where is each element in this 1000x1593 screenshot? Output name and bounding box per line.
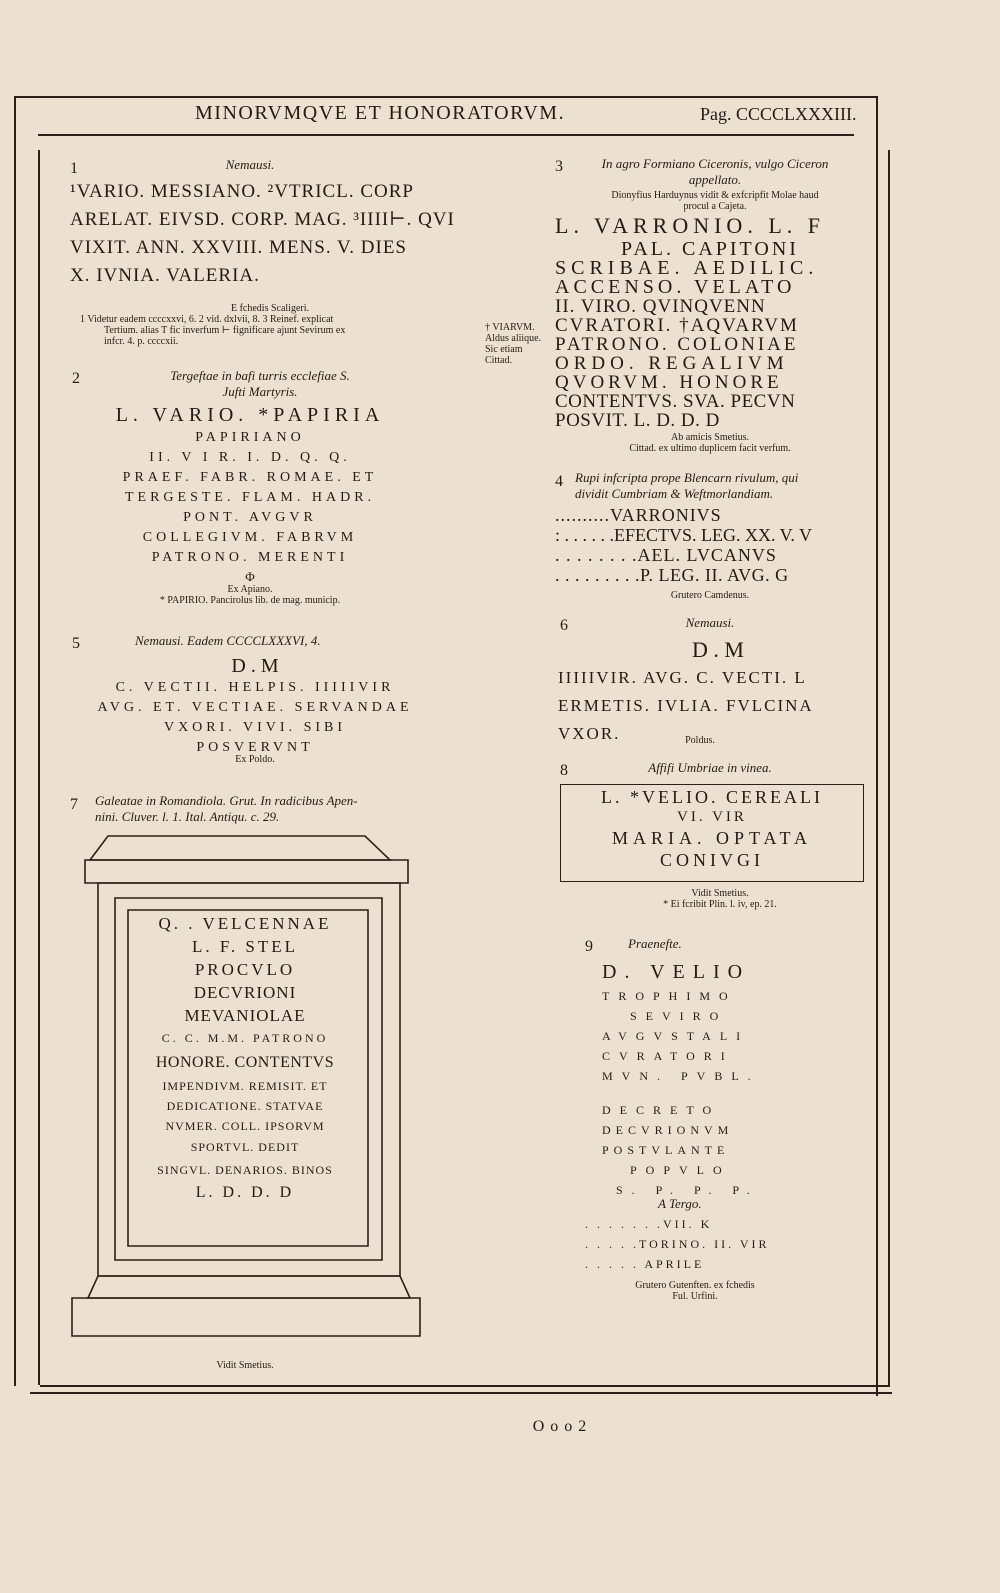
inscription-line: POSVERVNT <box>196 740 314 755</box>
inscription-6-heading: Nemausi. <box>685 615 735 630</box>
inscription-line: II. V I R. I. D. Q. Q. <box>149 450 351 465</box>
inscription-2-heading <box>110 368 410 400</box>
inscription-line: MEVANIOLAE <box>184 1006 306 1025</box>
inscription-6-source: Poldus. <box>685 735 715 746</box>
inscription-line: POSVIT. L. D. D. D <box>555 410 720 431</box>
inscription-line: X. IVNIA. VALERIA. <box>70 265 260 286</box>
base-plinth <box>72 1298 420 1336</box>
inscription-4-text <box>555 505 870 585</box>
inscription-line: . . . . .TORINO. II. VIR <box>585 1237 770 1251</box>
inscription-line: IIIIIVIR. AVG. C. VECTI. L <box>558 668 807 687</box>
inscription-line: C. VECTII. HELPIS. IIIIIVIR <box>115 680 395 695</box>
symbol-line: Φ <box>245 569 255 584</box>
inscription-line: Q. . VELCENNAE <box>158 914 332 933</box>
inscription-2-number: 2 <box>72 370 80 387</box>
margin-line: Sic etiam <box>485 344 523 355</box>
inscription-line: ARELAT. EIVSD. CORP. MAG. ³IIII⊢. QVI <box>70 209 455 230</box>
heading-line: Rupi infcripta prope Blencarn rivulum, qui <box>575 470 799 485</box>
inscription-line: DEDICATIONE. STATVAE <box>166 1099 324 1113</box>
inscription-9-text <box>602 958 802 1200</box>
running-header: MINORVMQVE ET HONORATORVM. <box>195 102 566 124</box>
inscription-line: II. VIRO. QVINQVENN <box>555 296 766 317</box>
inscription-1-number: 1 <box>70 160 78 177</box>
inscription-2-text <box>70 402 430 586</box>
bottom-rule-2 <box>30 1392 892 1394</box>
inscription-5-text <box>90 654 420 758</box>
footnote-line: infcr. 4. p. ccccxii. <box>104 336 179 347</box>
inscription-6-text <box>558 636 878 748</box>
inscription-1-text <box>70 178 455 290</box>
inscription-line: DECVRIONVM <box>602 1123 734 1137</box>
inscription-line: DECVRIONI <box>193 983 297 1002</box>
source-line: Grutero Gutenften. ex fchedis <box>635 1280 755 1291</box>
inscription-line: L. VARRONIO. L. F <box>555 213 825 238</box>
inscription-3-text <box>555 213 865 430</box>
inscription-line: QVORVM. HONORE <box>555 372 783 393</box>
inscription-line: L. VARIO. *PAPIRIA <box>115 404 385 426</box>
inscription-line: AVG. ET. VECTIAE. SERVANDAE <box>97 700 413 715</box>
inscription-5-number: 5 <box>72 635 80 652</box>
inscription-line: VIXIT. ANN. XXVIII. MENS. V. DIES <box>70 237 407 258</box>
inscription-3-number: 3 <box>555 158 563 175</box>
inscription-4-heading <box>575 470 875 502</box>
inner-top-rule <box>38 134 854 136</box>
inscription-line: PROCVLO <box>194 960 296 979</box>
inscription-line: ERMETIS. IVLIA. FVLCINA <box>558 696 814 715</box>
inscription-line: ..........VARRONIVS <box>555 505 722 525</box>
inscription-4-source: Grutero Camdenus. <box>670 590 750 601</box>
inscription-9-heading: Praenefte. <box>628 936 682 951</box>
inscription-line: VXOR. <box>558 724 621 743</box>
inscription-line: PAL. CAPITONI <box>621 238 799 260</box>
inscription-6-number: 6 <box>560 617 568 634</box>
footnote-line: 1 Videtur eadem ccccxxvi, 6. 2 vid. dxlvii, 8. 3 Reinef. explicat <box>80 314 334 325</box>
inscription-line: MARIA. OPTATA <box>611 828 813 848</box>
inscription-line: IMPENDIVM. REMISIT. ET <box>162 1079 328 1093</box>
inscription-line: PONT. AVGVR <box>183 510 317 525</box>
page-number: Pag. CCCCLXXXIII. <box>700 104 857 124</box>
inscription-7-heading <box>95 793 435 825</box>
inscription-9-number: 9 <box>585 938 593 955</box>
left-inner-rule <box>38 150 40 1385</box>
heading-line: nini. Cluver. l. 1. Ital. Antiqu. c. 29. <box>95 809 280 824</box>
inscription-3-margin-note <box>485 322 555 366</box>
inscription-line: D. VELIO <box>602 961 751 983</box>
inscription-line: POPVLO <box>630 1163 731 1177</box>
inscription-line: . . . . . . .VII. K <box>585 1217 713 1231</box>
inscription-4-number: 4 <box>555 473 563 490</box>
inscription-line: NVMER. COLL. IPSORVM <box>165 1119 325 1133</box>
source-line: Cittad. ex ultimo duplicem facit verfum. <box>629 443 791 454</box>
inscription-2-source: Ex Apiano. <box>227 584 273 595</box>
inscription-line: L. *VELIO. CEREALI <box>601 787 823 807</box>
inscription-3-subheading <box>575 190 855 212</box>
inscription-line: POSTVLANTE <box>602 1143 730 1157</box>
top-rule <box>14 96 876 98</box>
inscription-line: VI. VIR <box>677 809 747 825</box>
inscription-3-heading <box>570 156 860 188</box>
inscription-line: S. P. P. P. <box>616 1183 759 1197</box>
inscription-line: L. F. STEL <box>191 937 299 956</box>
heading-line: Galeatae in Romandiola. Grut. In radicibus Apen- <box>95 793 358 808</box>
inscription-5-heading: Nemausi. Eadem CCCCLXXXVI, 4. <box>135 633 321 648</box>
margin-line: † VIARVM. <box>485 322 535 333</box>
inscription-line: SPORTVL. DEDIT <box>190 1140 300 1154</box>
inscription-7-text <box>130 912 360 1204</box>
inscription-line: TERGESTE. FLAM. HADR. <box>124 490 376 505</box>
inscription-1-heading: Nemausi. <box>225 157 275 172</box>
inscription-9-back-text <box>585 1214 805 1274</box>
inscription-8-text <box>562 786 862 870</box>
inscription-line: VXORI. VIVI. SIBI <box>163 720 347 735</box>
heading-line: In agro Formiano Ciceronis, vulgo Ciceron <box>601 156 829 171</box>
inscription-9-source <box>605 1280 785 1302</box>
inscription-line: MVN. PVBL. <box>602 1069 760 1083</box>
inscription-line: CVRATORI <box>602 1049 734 1063</box>
inscription-line: TROPHIMO <box>602 989 737 1003</box>
inscription-8-source: Vidit Smetius. <box>691 888 749 899</box>
base-molding <box>88 1276 410 1298</box>
inscription-line: DECRETO <box>602 1103 721 1117</box>
inscription-8-heading: Affifi Umbriae in vinea. <box>648 760 772 775</box>
source-line: Ab amicis Smetius. <box>670 432 750 443</box>
inscription-line: SINGVL. DENARIOS. BINOS <box>157 1163 333 1177</box>
inscription-line: SCRIBAE. AEDILIC. <box>555 257 819 279</box>
inscription-line: HONORE. CONTENTVS <box>155 1054 335 1071</box>
right-inner-rule <box>888 150 890 1385</box>
inscription-line: D . M <box>231 655 279 677</box>
subheading-line: procul a Cajeta. <box>683 201 747 212</box>
inscription-line: COLLEGIVM. FABRVM <box>142 530 358 545</box>
inscription-7-source: Vidit Smetius. <box>216 1360 274 1371</box>
inscription-line: . . . . . . . . .P. LEG. II. AVG. G <box>555 565 789 585</box>
inscription-line: C. C. M.M. PATRONO <box>161 1031 329 1045</box>
inscription-3-source <box>600 432 820 454</box>
inscription-line: CONIVGI <box>660 850 764 870</box>
inscription-line: SEVIRO <box>630 1009 728 1023</box>
inscription-line: CVRATORI. †AQVARVM <box>555 315 799 336</box>
inscription-line: PATRONO. COLONIAE <box>555 334 799 355</box>
heading-line: dividit Cumbriam & Weftmorlandiam. <box>575 486 774 501</box>
margin-line: Aldus aliique. <box>485 333 542 344</box>
inscription-1-source: E fchedis Scaligeri. <box>230 303 310 314</box>
inscription-line: . . . . . APRILE <box>585 1257 705 1271</box>
signature-mark: O o o 2 <box>532 1418 588 1435</box>
subheading-line: Dionyfius Harduynus vidit & exfcripfit Molae haud <box>611 190 819 201</box>
inscription-line: D . M <box>692 637 744 662</box>
inscription-7-number: 7 <box>70 796 78 813</box>
inscription-line: CONTENTVS. SVA. PECVN <box>555 391 796 412</box>
inscription-line: PAPIRIANO <box>195 430 305 445</box>
inscription-8-note: * Ei fcribit Plin. l. iv, ep. 21. <box>663 899 777 910</box>
heading-line: appellato. <box>688 172 742 187</box>
inscription-line: PRAEF. FABR. ROMAE. ET <box>122 470 378 485</box>
bottom-rule <box>40 1385 890 1387</box>
inscription-line: ORDO. REGALIVM <box>555 353 789 374</box>
heading-line: Jufti Martyris. <box>222 384 298 399</box>
inscription-line: : . . . . . .EFECTVS. LEG. XX. V. V <box>555 525 813 545</box>
cornice-top <box>90 836 390 860</box>
inscription-line: ¹VARIO. MESSIANO. ²VTRICL. CORP <box>70 181 414 202</box>
inscription-9-tergo: A Tergo. <box>658 1196 702 1211</box>
margin-line: Cittad. <box>485 355 512 366</box>
inscription-5-source: Ex Poldo. <box>235 754 275 765</box>
inscription-line: ACCENSO. VELATO <box>555 276 796 298</box>
inscription-2-note: * PAPIRIO. Pancirolus lib. de mag. municip. <box>159 595 341 606</box>
left-outer-rule <box>14 96 16 1386</box>
inscription-line: PATRONO. MERENTI <box>151 550 349 565</box>
heading-line: Tergeftae in bafi turris ecclefiae S. <box>170 368 350 383</box>
cornice-band <box>85 860 408 883</box>
inscription-line: . . . . . . . .AEL. LVCANVS <box>555 545 777 565</box>
inscription-8-number: 8 <box>560 762 568 779</box>
source-line: Ful. Urfini. <box>672 1291 718 1302</box>
inscription-line: AVGVSTALI <box>602 1029 750 1043</box>
inscription-line: L. D. D. D <box>195 1184 295 1201</box>
inscription-1-notes <box>80 314 430 347</box>
footnote-line: Tertium. alias T fic inverfum ⊢ fignificare ajunt Sevirum ex <box>104 325 346 336</box>
